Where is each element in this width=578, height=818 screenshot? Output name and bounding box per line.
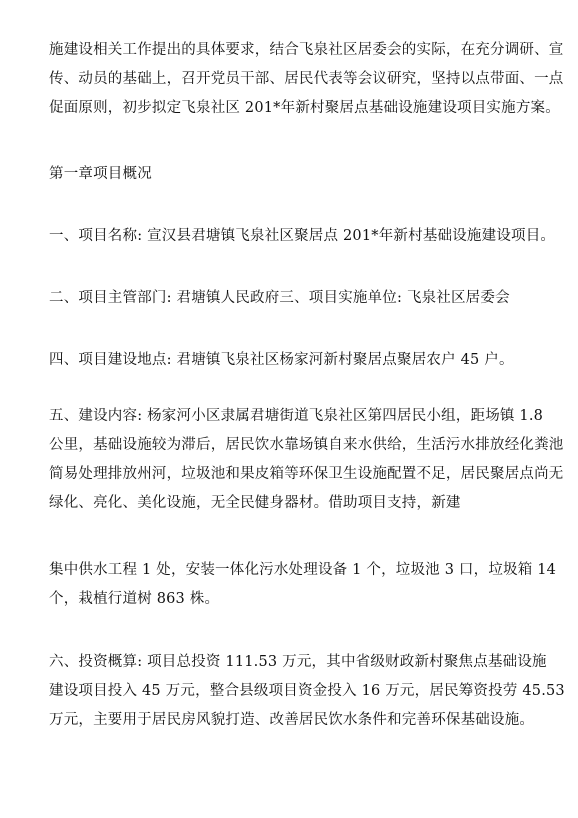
chapter-title: 第一章项目概况 — [49, 166, 152, 182]
text-line: 六、投资概算: 项目总投资 111.53 万元，其中省级财政新村聚焦点基础设施 — [49, 654, 547, 670]
text-line: 五、建设内容: 杨家河小区隶属君塘街道飞泉社区第四居民小组，距场镇 1.8 — [49, 408, 544, 424]
text-line: 个，栽植行道树 863 株。 — [49, 591, 220, 607]
chapter-heading — [49, 160, 549, 189]
item-project-name — [49, 222, 556, 251]
item-construction-content — [49, 402, 564, 518]
text-line: 简易处理排放州河，垃圾池和果皮箱等环保卫生设施配置不足，居民聚居点尚无 — [49, 466, 564, 482]
text-line: 公里，基础设施较为滞后，居民饮水靠场镇自来水供给，生活污水排放经化粪池 — [49, 437, 564, 453]
text-line: 一、项目名称: 宣汉县君塘镇飞泉社区聚居点 201*年新村基础设施建设项目。 — [49, 228, 556, 244]
text-line: 建设项目投入 45 万元，整合县级项目资金投入 16 万元，居民筹资投劳 45.53 — [49, 683, 565, 699]
intro-paragraph — [49, 36, 564, 123]
text-line: 集中供水工程 1 处，安装一体化污水处理设备 1 个，垃圾池 3 口，垃圾箱 14 — [49, 562, 557, 578]
item-location — [49, 346, 549, 375]
item-departments — [49, 284, 549, 313]
text-line: 二、项目主管部门: 君塘镇人民政府三、项目实施单位: 飞泉社区居委会 — [49, 290, 510, 306]
text-line: 四、项目建设地点: 君塘镇飞泉社区杨家河新村聚居点聚居农户 45 户。 — [49, 352, 514, 368]
text-line: 绿化、亮化、美化设施，无全民健身器材。借助项目支持，新建 — [49, 495, 461, 511]
text-line: 施建设相关工作提出的具体要求，结合飞泉社区居委会的实际，在充分调研、宣 — [49, 42, 564, 58]
text-line: 促面原则，初步拟定飞泉社区 201*年新村聚居点基础设施建设项目实施方案。 — [49, 100, 560, 116]
item-construction-content-cont — [49, 556, 557, 614]
text-line: 万元，主要用于居民房风貌打造、改善居民饮水条件和完善环保基础设施。 — [49, 712, 535, 728]
text-line: 传、动员的基础上，召开党员干部、居民代表等会议研究，坚持以点带面、一点 — [49, 71, 564, 87]
item-investment — [49, 648, 565, 735]
